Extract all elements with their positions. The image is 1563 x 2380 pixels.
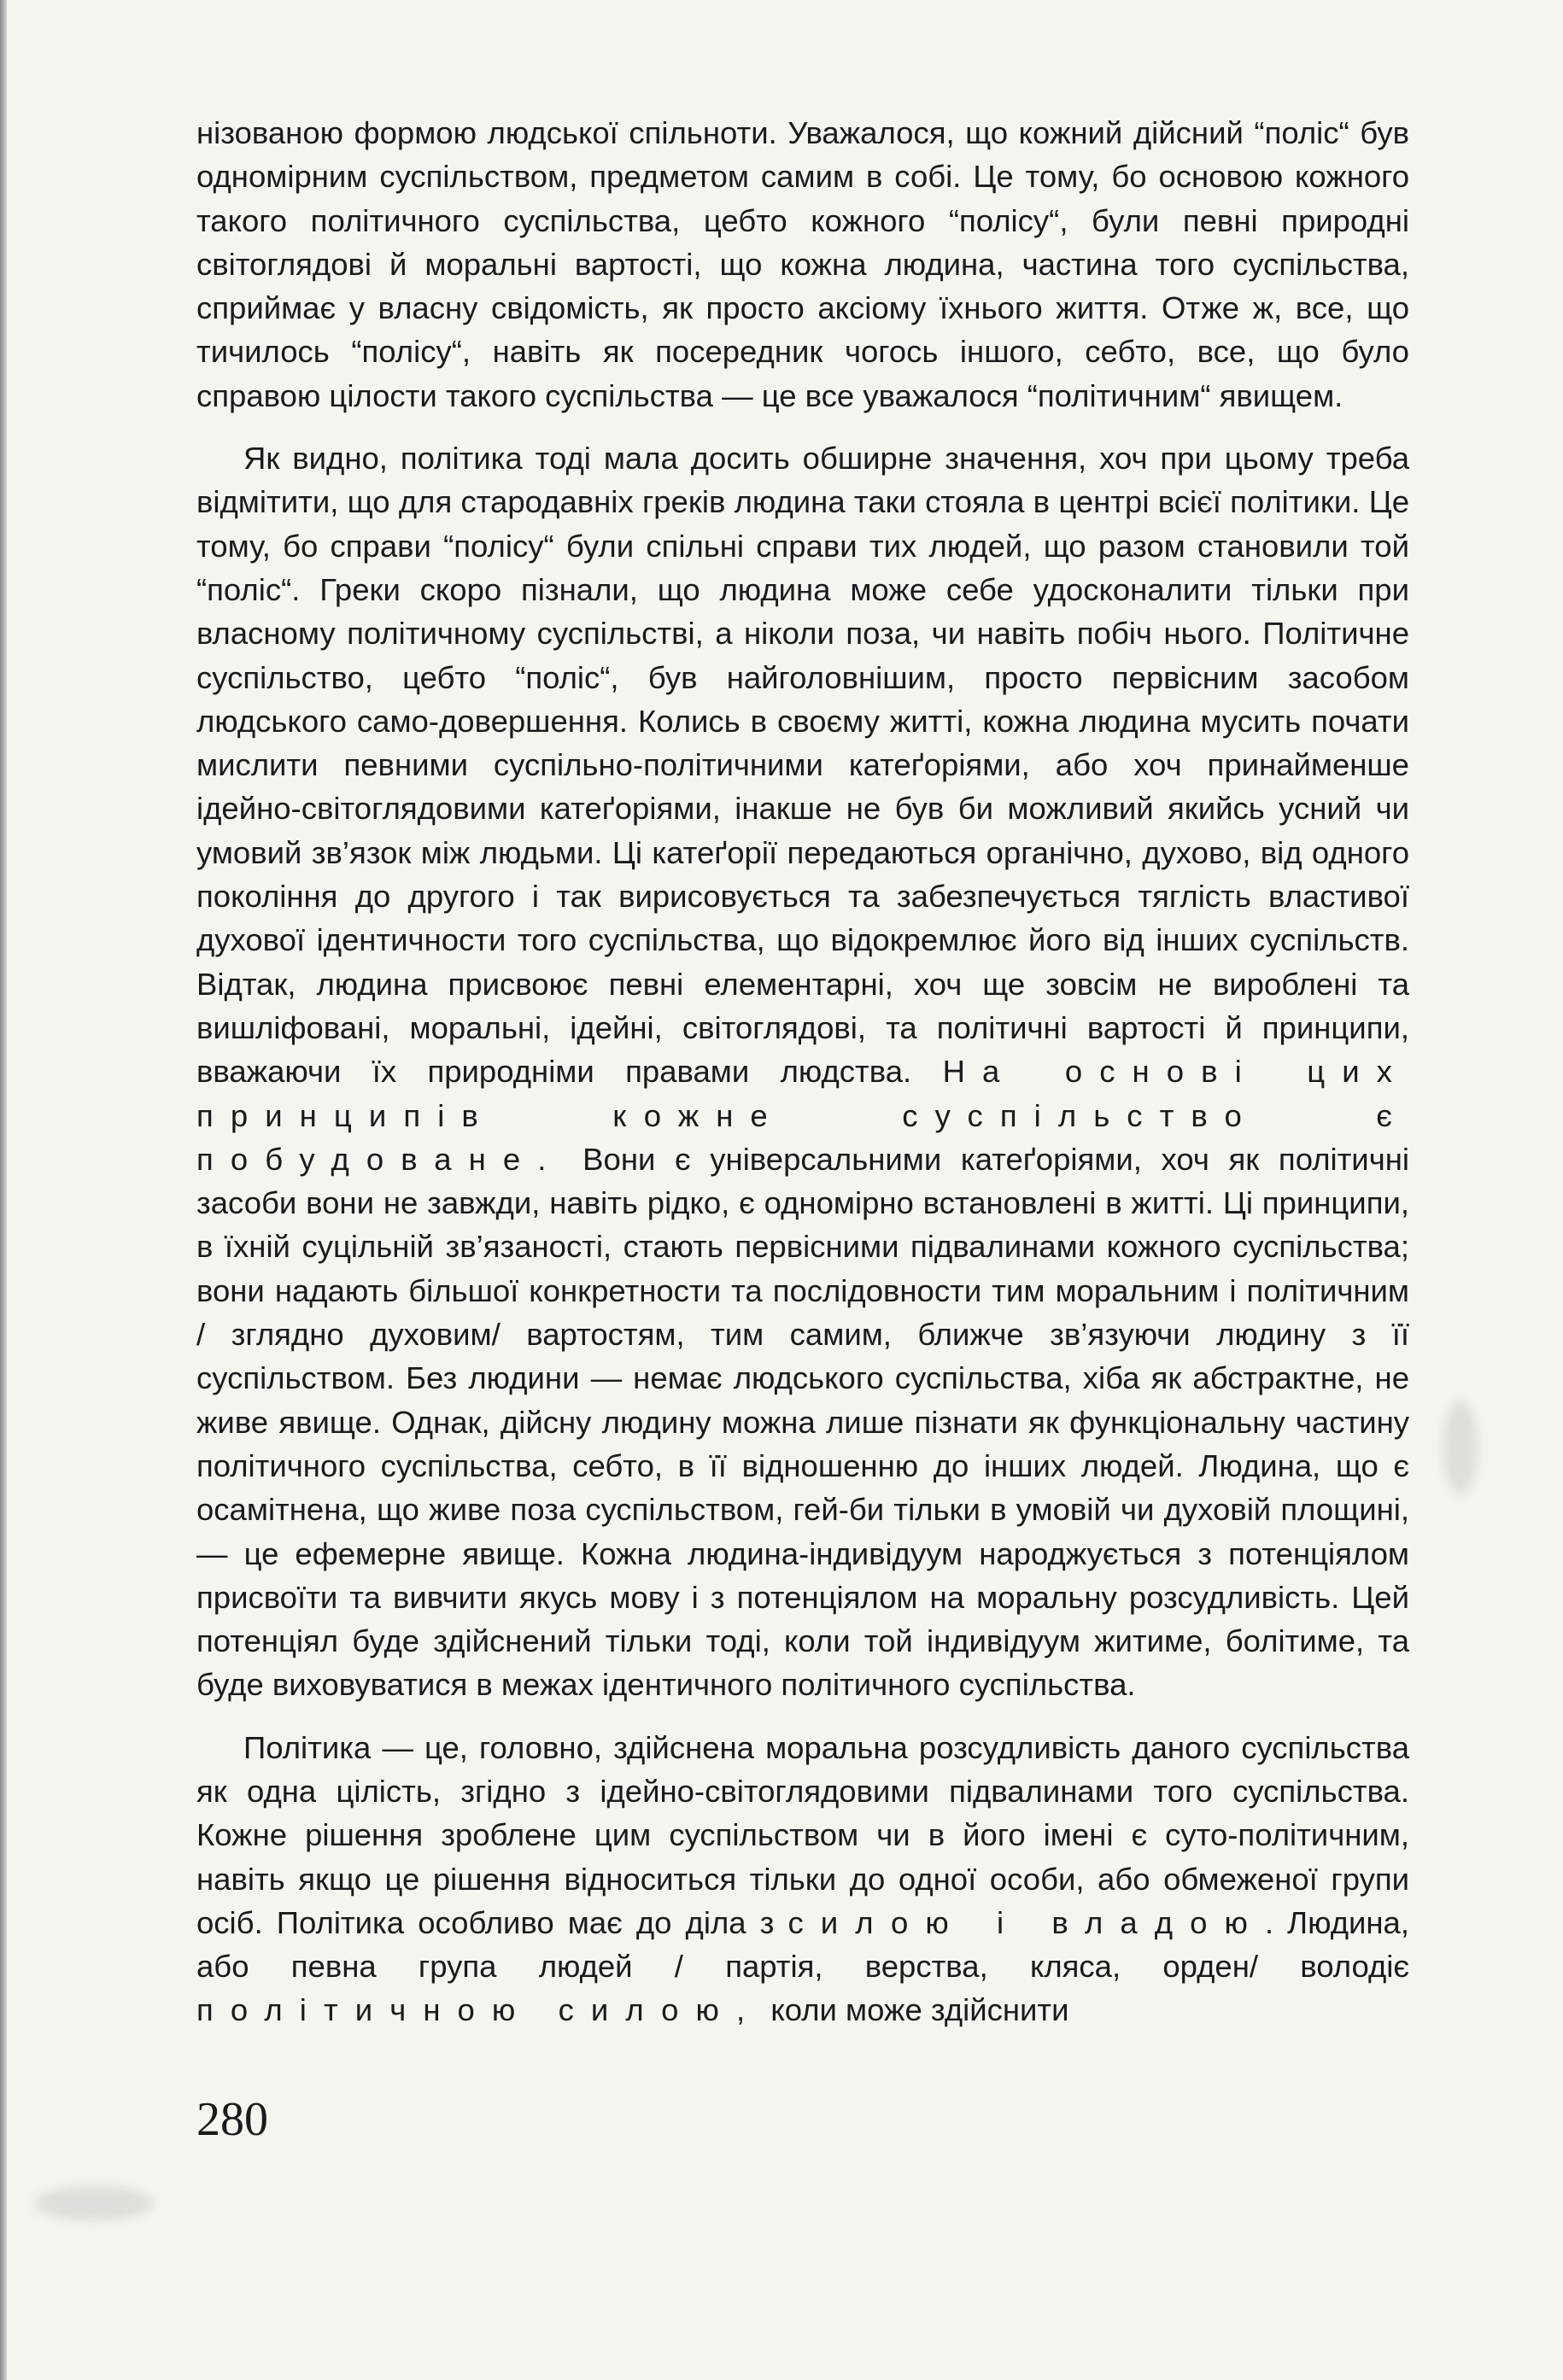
paragraph-2 <box>196 436 1409 1707</box>
page-binding-edge <box>0 0 7 2380</box>
scan-smudge <box>34 2186 154 2220</box>
body-text <box>196 111 1409 2032</box>
paragraph-3-text-mid: . Людина, або певна група людей / партія, верства, кляса, орден/ володіє <box>196 1904 1409 1985</box>
paragraph-1 <box>196 111 1409 418</box>
paragraph-1-text: нізованою формою людської спільноти. Уважалося, що кожний дійсний “поліс“ був одномірним суспільством, предметом самим в собі. Це тому, бо основою кожного такого політичного суспільства, цебто кожного “полісу“, були певні природні світоглядові й моральні вартості, що кожна людина, частина того суспільства, сприймає у власну свідомість, як просто аксіому їхнього життя. Отже ж, все, що тичилось “полісу“, навіть як посередник чогось іншого, себто, все, що було справою цілости такого суспільства — це все уважалося “політичним“ явищем. <box>196 115 1409 413</box>
paragraph-2-spaced-emphasis: На основі цих принципів кожне суспільство є побудоване. <box>196 1054 1409 1177</box>
paragraph-3-spaced-emphasis-2: політичною силою, <box>196 1992 763 2028</box>
paragraph-3 <box>196 1726 1409 2032</box>
paragraph-3-spaced-emphasis-1: силою і владою <box>787 1904 1265 1940</box>
paragraph-2-text-before: Як видно, політика тоді мала досить обширне значення, хоч при цьому треба відмітити, що для стародавніх греків людина таки стояла в центрі всієї політики. Це тому, бо справи “полісу“ були спільні справи тих людей, що разом становили той “поліс“. Греки скоро пізнали, що людина може себе удосконалити тільки при власному політичному суспільстві, а ніколи поза, чи навіть побіч нього. Політичне суспільство, цебто “поліс“, був найголовнішим, просто первісним засобом людського само-довершення. Колись в своєму житті, кожна людина мусить почати мислити певними суспільно-політичними катеґоріями, або хоч принайменше ідейно-світоглядовими катеґоріями, інакше не був би можливий якийсь усний чи умовий зв’язок між людьми. Ці катеґорії передаються органічно, духово, від одного покоління до другого і так вирисовується та забезпечується тяглість властивої духової ідентичности того суспільства, що відокремлює його від інших суспільств. Відтак, людина присвоює певні елементарні, хоч ще зовсім не вироблені та вишліфовані, моральні, ідейні, світоглядові, та політичні вартості й принципи, вважаючи їх природніми правами людства. <box>196 441 1409 1090</box>
paragraph-2-text-after: Вони є універсальними катеґоріями, хоч як політичні засоби вони не завжди, навіть рідко, є одномірно встановлені в житті. Ці принципи, в їхній суцільній зв’язаності, стають первісними підвалинами кожного суспільства; вони надають більшої конкретности та послідовности тим моральним і політичним / зглядно духовим/ вартостям, тим самим, ближче зв’язуючи людину з її суспільством. Без людини — немає людського суспільства, хіба як абстрактне, не живе явище. Однак, дійсну людину можна лише пізнати як функціональну частину політичного суспільства, себто, в її відношенню до інших людей. Людина, що є осамітнена, що живе поза суспільством, гей-би тільки в умовій чи духовій площині, — це ефемерне явище. Кожна людина-індивідуум народжується з потенціялом присвоїти та вивчити якусь мову і з потенціялом на моральну розсудливість. Цей потенціял буде здійснений тільки тоді, коли той індивідуум житиме, болітиме, та буде виховуватися в межах ідентичного політичного суспільства. <box>196 1141 1409 1703</box>
paragraph-3-text-before: Політика — це, головно, здійснена моральна розсудливість даного суспільства як одна цілість, згідно з ідейно-світоглядовими підвалинами того суспільства. Кожне рішення зроблене цим суспільством чи в його імені є суто-політичним, навіть якщо це рішення відноситься тільки до одної особи, або обмеженої групи осіб. Політика особливо має до діла з <box>196 1729 1409 1940</box>
page-number: 280 <box>196 2093 268 2146</box>
paragraph-3-text-after: коли може здійснити <box>762 1992 1069 2028</box>
scan-smudge <box>1443 1401 1478 1494</box>
